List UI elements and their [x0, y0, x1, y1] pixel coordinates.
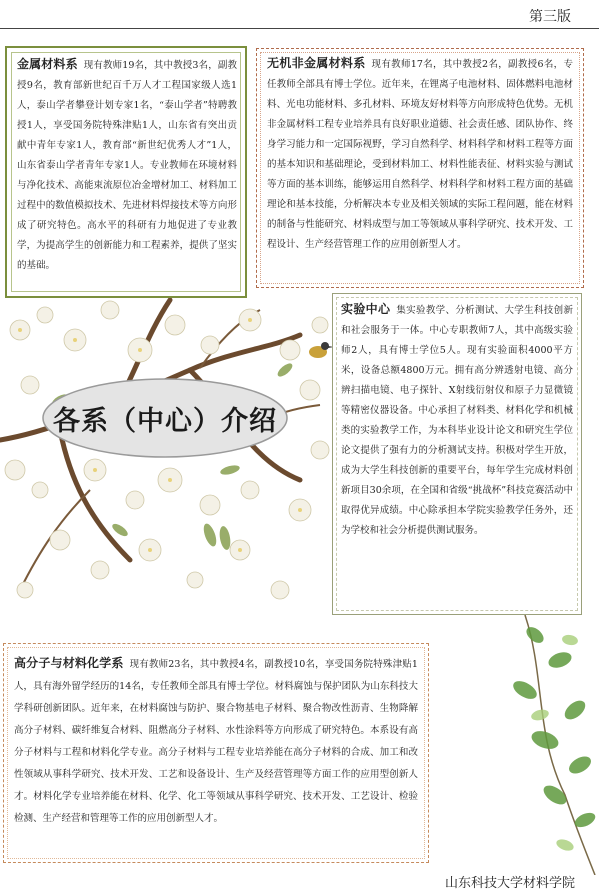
section-body: 现有教师19名，其中教授3名，副教授9名，教育部新世纪百千万人才工程国家级人选1人，泰山学者攀登计划专家1名，“泰山学者”特聘教授1人，享受国务院特殊津贴1人，山东省有突出贡献中青年专家1人，教育部“新世纪优秀人才”1人，山东省泰山学者青年专家1人。专业教师在环境材料与净化技术、高能束流原位冶金增材加工、材料加工过程中的数值模拟技术、先进材料焊接技术等方向形成了研究特色。高水平的科研有力地促进了专业教学，为提高学生的创新能力和工程素养，提供了坚实的基础。: [17, 60, 237, 271]
edition-label: 第三版: [529, 9, 571, 25]
section-body: 集实验教学、分析测试、大学生科技创新和社会服务于一体。中心专职教师7人，其中高级实验师2人，具有博士学位5人。现有实验面积4000平方米，设备总额4800万元。拥有高分辨透射电镜、高分辨扫描电镜、电子探针、X射线衍射仪和原子力显微镜等精密仪器设备。中心承担了材料类、材料化学和机械类的实验教学工作，为本科毕业设计论文和研究生学位论文提供了强有力的分析测试支持。积极对学生开放，成为大学生科技创新的重要平台，每年学生完成材料创新项目30余项，在全国和省级“挑战杯”科技竞赛活动中取得优异成绩。中心除承担本学院实验教学任务外，还为学校和社会分析提供测试服务。: [341, 305, 573, 536]
metal-materials-section: [5, 46, 247, 298]
inorganic-materials-section: [256, 48, 584, 288]
section-heading: 实验中心: [341, 302, 391, 316]
leaves-illustration: [505, 615, 599, 875]
section-body: 现有教师23名，其中教授4名，副教授10名，享受国务院特殊津贴1人，具有海外留学经历的14名，专任教师全部具有博士学位。材料腐蚀与保护团队为山东科技大学科研创新团队。近年来，在材料腐蚀与防护、聚合物基电子材料、聚合物改性沥青、生物降解高分子材料、碳纤维复合材料、阻燃高分子材料、水性涂料等方向形成了研究特色。本系设有高分子材料与工程和材料化学专业。高分子材料与工程专业培养能在高分子材料的合成、加工和改性领域从事科学研究、技术开发、工艺和设备设计、生产及经营管理等方面工作的应用型创新人才。材料化学专业培养能在材料、化学、化工等领域从事科学研究、技术开发、工艺设计、检验检测、生产经营和管理等工作的应用创新型人才。: [14, 659, 418, 824]
section-heading: 高分子与材料化学系: [14, 656, 124, 670]
bird-icon: [309, 342, 334, 358]
lab-center-section: [332, 293, 582, 615]
section-heading: 无机非金属材料系: [267, 56, 366, 70]
banner-title: 各系（中心）介绍: [53, 405, 277, 437]
header-rule: [0, 28, 599, 29]
polymer-section: [3, 643, 429, 863]
section-body: 现有教师17名，其中教授2名，副教授6名，专任教师全部具有博士学位。近年来，在锂离子电池材料、固体燃料电池材料、光电功能材料、多孔材料、环境友好材料等方向形成特色优势。无机非金属材料工程专业培养具有良好职业道德、社会责任感、团队协作、终身学习能力和一定国际视野，学习自然科学、材料科学和材料工程等方面的基本知识和基础理论，受到材料加工、材料性能表征、材料实验与测试等方面的基本训练，能够运用自然科学、材料科学和材料工程方面的基础理论和基本技能，分析解决本专业及相关领域的实际工程问题，能在材料的制备与性能研究、材料成型与加工等领域从事科学研究、技术开发、工程设计、生产经营管理工作的应用创新型人才。: [267, 59, 573, 250]
footer-institution: 山东科技大学材料学院: [444, 876, 575, 891]
section-heading: 金属材料系: [17, 57, 78, 71]
